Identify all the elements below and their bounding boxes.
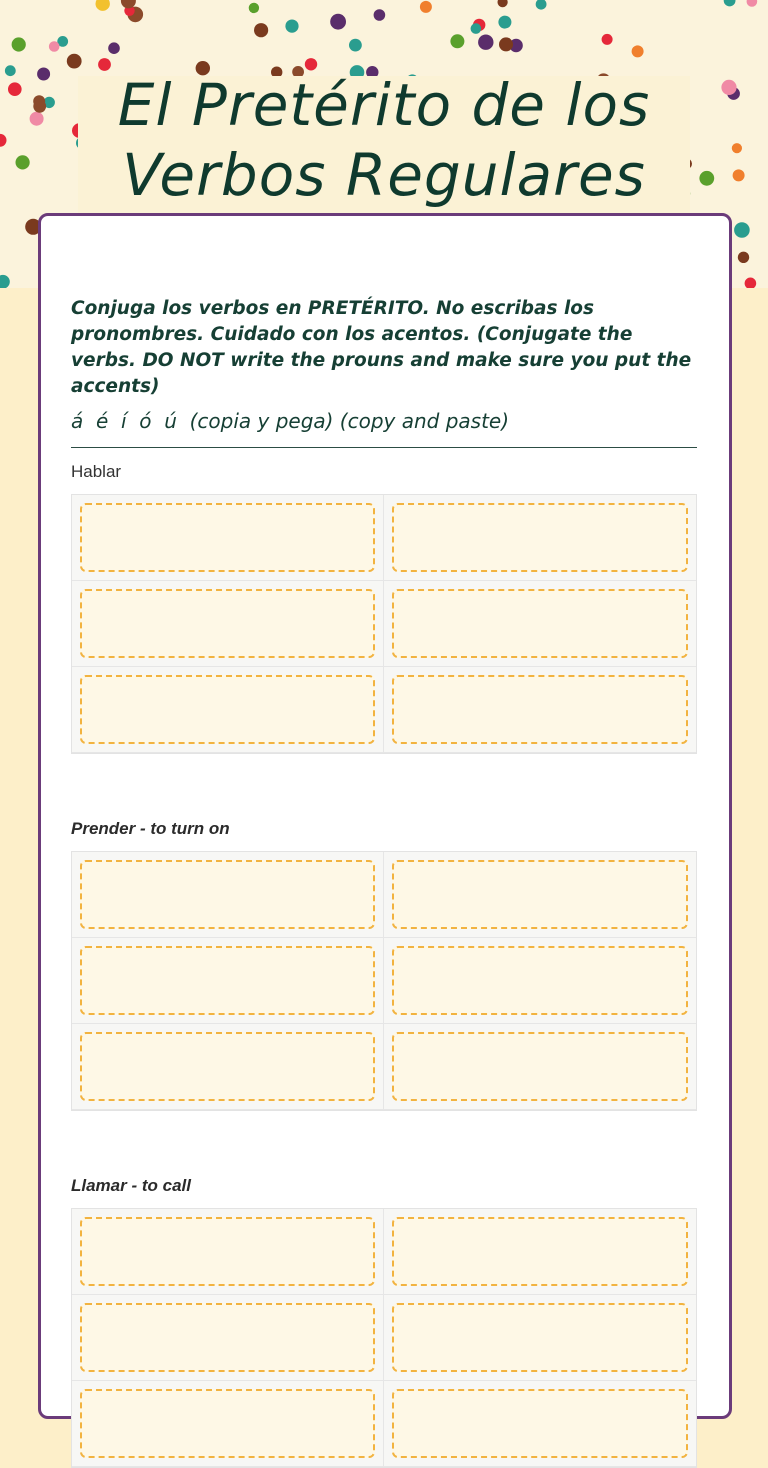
polka-dot	[602, 34, 613, 45]
polka-dot	[0, 275, 10, 288]
polka-dot	[305, 58, 317, 70]
answer-input[interactable]	[392, 1217, 688, 1286]
section-label-hablar: Hablar	[71, 462, 122, 481]
polka-dot	[5, 65, 16, 76]
answer-cell	[72, 938, 384, 1024]
polka-dot	[699, 171, 714, 186]
answer-grid-llamar	[71, 1208, 697, 1468]
polka-dot	[0, 134, 7, 147]
polka-dot	[33, 95, 45, 107]
answer-cell	[384, 581, 696, 667]
polka-dot	[37, 68, 50, 81]
answer-input[interactable]	[80, 675, 375, 744]
answer-cell	[72, 581, 384, 667]
polka-dot	[285, 20, 298, 33]
polka-dot	[499, 37, 513, 51]
answer-input[interactable]	[392, 589, 688, 658]
polka-dot	[747, 0, 758, 7]
polka-dot	[98, 58, 111, 71]
page-title: El Pretérito de los Verbos Regulares	[117, 71, 651, 209]
polka-dot	[349, 39, 362, 52]
answer-cell	[384, 1381, 696, 1467]
polka-dot	[249, 3, 259, 13]
answer-cell	[72, 1295, 384, 1381]
answer-input[interactable]	[80, 1217, 375, 1286]
polka-dot	[254, 23, 268, 37]
worksheet-card	[38, 213, 732, 1419]
polka-dot	[471, 23, 482, 34]
polka-dot	[498, 16, 511, 29]
polka-dot	[632, 45, 644, 57]
answer-cell	[384, 1024, 696, 1110]
section-label-llamar: Llamar - to call	[71, 1176, 191, 1195]
polka-dot	[8, 82, 22, 96]
polka-dot	[30, 112, 44, 126]
answer-cell	[72, 1209, 384, 1295]
answer-cell	[384, 1209, 696, 1295]
answer-input[interactable]	[80, 589, 375, 658]
answer-input[interactable]	[80, 860, 375, 929]
answer-grid-prender	[71, 851, 697, 1111]
answer-cell	[384, 1295, 696, 1381]
polka-dot	[732, 143, 742, 153]
answer-input[interactable]	[392, 675, 688, 744]
polka-dot	[724, 0, 736, 6]
answer-grid-hablar	[71, 494, 697, 754]
answer-input[interactable]	[392, 1389, 688, 1458]
answer-input[interactable]	[392, 1303, 688, 1372]
answer-cell	[72, 1024, 384, 1110]
answer-input[interactable]	[80, 1303, 375, 1372]
polka-dot	[49, 41, 60, 52]
polka-dot	[420, 1, 432, 13]
answer-cell	[384, 852, 696, 938]
answer-input[interactable]	[80, 1032, 375, 1101]
polka-dot	[745, 278, 757, 289]
polka-dot	[96, 0, 110, 11]
polka-dot	[498, 0, 508, 7]
polka-dot	[330, 14, 346, 30]
section-label-prender: Prender - to turn on	[71, 819, 230, 838]
answer-input[interactable]	[392, 1032, 688, 1101]
answer-input[interactable]	[80, 503, 375, 572]
polka-dot	[450, 34, 464, 48]
answer-cell	[72, 1381, 384, 1467]
answer-input[interactable]	[392, 503, 688, 572]
answer-cell	[72, 667, 384, 753]
polka-dot	[12, 37, 26, 51]
answer-cell	[384, 667, 696, 753]
polka-dot	[721, 80, 736, 95]
polka-dot	[536, 0, 547, 10]
accent-characters-line: á é í ó ú (copia y pega) (copy and paste)	[71, 409, 510, 433]
divider	[71, 447, 697, 448]
answer-cell	[384, 938, 696, 1024]
polka-dot	[738, 252, 749, 263]
polka-dot	[16, 155, 30, 169]
answer-input[interactable]	[392, 946, 688, 1015]
polka-dot	[108, 42, 120, 54]
instructions-text: Conjuga los verbos en PRETÉRITO. No escribas los pronombres. Cuidado con los acentos. (Conjugate the verbs. DO NOT write the prouns and make sure you put the accents)	[71, 298, 692, 397]
polka-dot	[374, 9, 386, 21]
polka-dot	[734, 222, 750, 238]
answer-input[interactable]	[80, 1389, 375, 1458]
answer-cell	[384, 495, 696, 581]
answer-input[interactable]	[80, 946, 375, 1015]
answer-input[interactable]	[392, 860, 688, 929]
answer-cell	[72, 495, 384, 581]
answer-cell	[72, 852, 384, 938]
polka-dot	[478, 35, 493, 50]
polka-dot	[733, 169, 745, 181]
polka-dot	[67, 54, 82, 69]
